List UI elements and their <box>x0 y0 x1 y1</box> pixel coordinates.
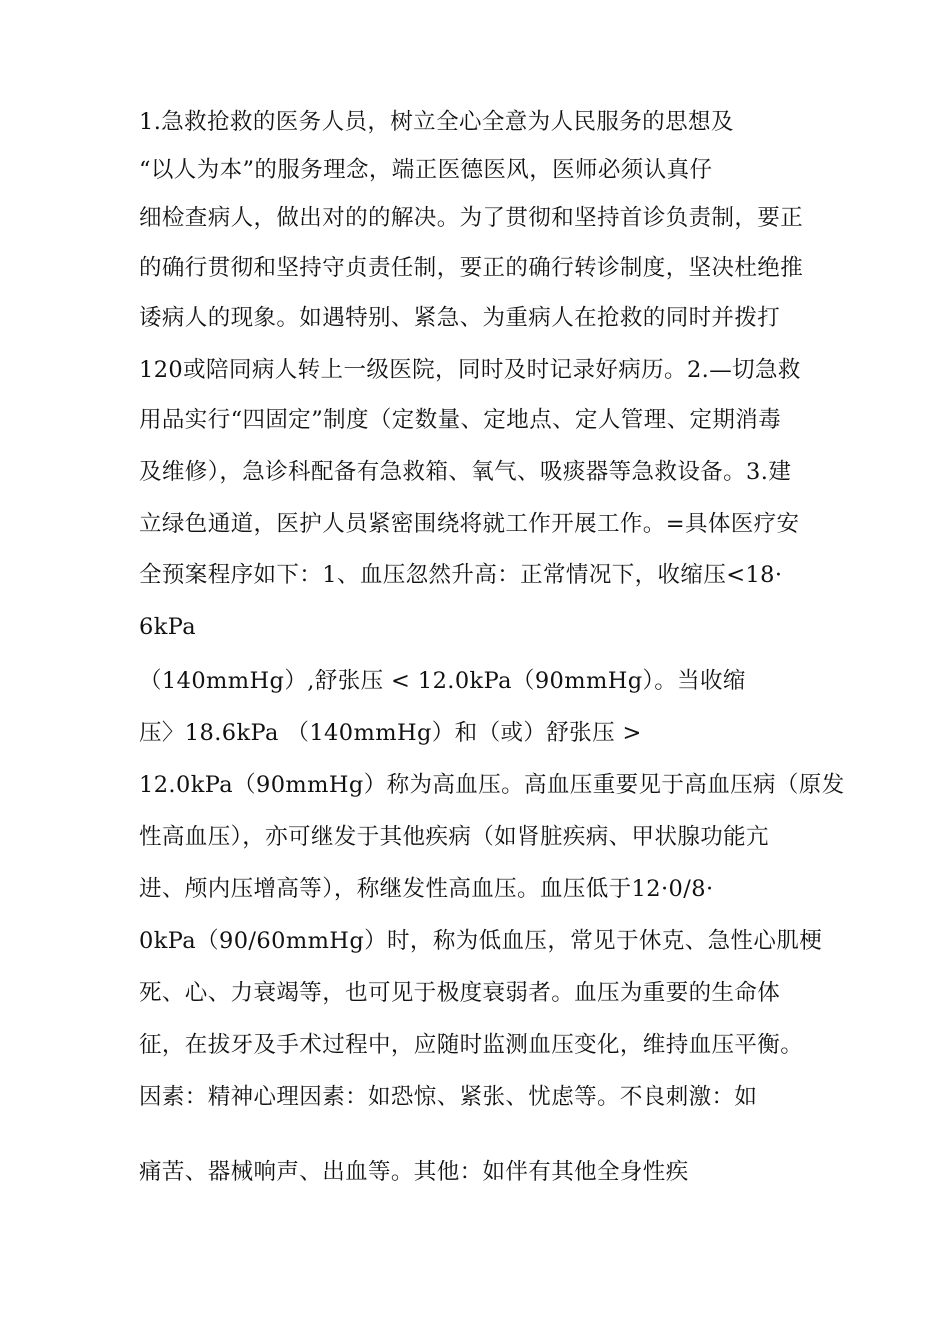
text-line-11: 6kPa <box>139 614 197 640</box>
text-line-2: “以人为本”的服务理念，端正医德医风，医师必须认真仔 <box>139 157 713 183</box>
text-line-1: 1.急救抢救的医务人员，树立全心全意为人民服务的思想及 <box>139 109 734 135</box>
text-line-3: 细检查病人，做出对的的解决。为了贯彻和坚持首诊负责制，要正 <box>139 205 804 231</box>
text-line-8: 及维修），急诊科配备有急救箱、氧气、吸痰器等急救设备。3.建 <box>139 459 792 485</box>
text-line-19: 征，在拔牙及手术过程中，应随时监测血压变化，维持血压平衡。 <box>139 1032 804 1058</box>
text-line-20: 因素：精神心理因素：如恐惊、紧张、忧虑等。不良刺激：如 <box>139 1084 758 1110</box>
text-line-4: 的确行贯彻和坚持守贞责任制，要正的确行转诊制度，坚决杜绝推 <box>139 255 804 281</box>
text-line-9: 立绿色通道，医护人员紧密围绕将就工作开展工作。=具体医疗安 <box>139 511 800 537</box>
text-line-6: 120或陪同病人转上一级医院，同时及时记录好病历。2.—切急救 <box>139 357 801 383</box>
text-line-21: 痛苦、器械响声、出血等。其他：如伴有其他全身性疾 <box>139 1159 689 1185</box>
text-line-15: 性高血压），亦可继发于其他疾病（如肾脏疾病、甲状腺功能亢 <box>139 824 769 850</box>
text-line-10: 全预案程序如下：1、血压忽然升高：正常情况下，收缩压<18· <box>139 562 783 588</box>
text-line-18: 死、心、力衰竭等，也可见于极度衰弱者。血压为重要的生命体 <box>139 980 781 1006</box>
text-line-14: 12.0kPa（90mmHg）称为高血压。高血压重要见于高血压病（原发 <box>139 772 845 798</box>
text-line-13: 压〉18.6kPa （140mmHg）和（或）舒张压 > <box>139 720 642 746</box>
text-line-12: （140mmHg）,舒张压 < 12.0kPa（90mmHg）。当收缩 <box>139 668 746 694</box>
text-line-16: 进、颅内压增高等），称继发性高血压。血压低于12·0/8· <box>139 876 714 902</box>
text-line-17: 0kPa（90/60mmHg）时，称为低血压，常见于休克、急性心肌梗 <box>139 928 823 954</box>
text-line-5: 诿病人的现象。如遇特别、紧急、为重病人在抢救的同时并拨打 <box>139 305 781 331</box>
text-line-7: 用品实行“四固定”制度（定数量、定地点、定人管理、定期消毒 <box>139 407 782 433</box>
